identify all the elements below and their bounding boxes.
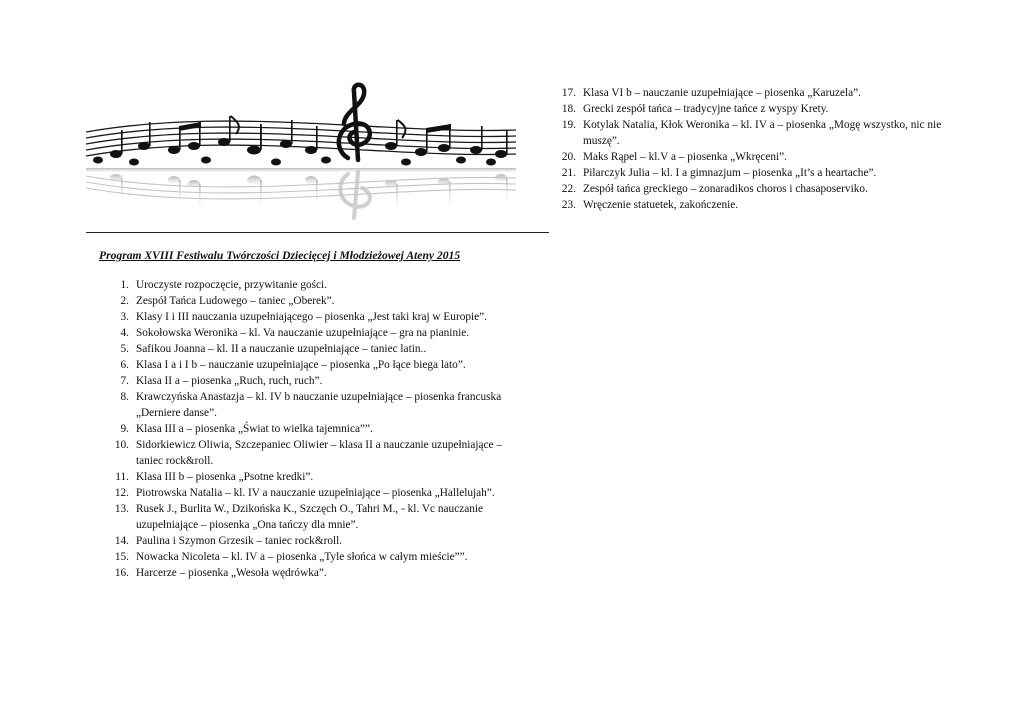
program-title: Program XVIII Festiwalu Twórczości Dziecięcej i Młodzieżowej Ateny 2015	[99, 249, 461, 262]
item-number: 2.	[120, 295, 129, 307]
item-text: Piotrowska Natalia – kl. IV a nauczanie uzupełniające – piosenka „Hallelujah”.	[136, 487, 495, 499]
list-item	[105, 565, 505, 581]
item-text: Paulina i Szymon Grzesik – taniec rock&roll.	[136, 535, 343, 547]
item-number: 10.	[114, 439, 129, 451]
list-item	[552, 197, 962, 213]
list-item	[105, 293, 505, 309]
item-number: 14.	[114, 535, 129, 547]
item-text: Grecki zespół tańca – tradycyjne tańce z wyspy Krety.	[583, 103, 829, 115]
item-text: Wręczenie statuetek, zakończenie.	[583, 199, 739, 211]
item-text: Harcerze – piosenka „Wesoła wędrówka”.	[136, 567, 327, 579]
item-number: 17.	[561, 87, 576, 99]
item-number: 15.	[114, 551, 129, 563]
list-item	[105, 373, 505, 389]
item-number: 6.	[120, 359, 129, 371]
program-list-left	[105, 277, 505, 581]
music-notes-banner	[86, 80, 516, 220]
item-text: Kotylak Natalia, Kłok Weronika – kl. IV a – piosenka „Mogę wszystko, nic nie muszę”.	[583, 119, 942, 147]
list-item	[105, 501, 505, 533]
item-number: 1.	[120, 279, 129, 291]
list-item	[105, 549, 505, 565]
list-item	[552, 85, 962, 101]
program-list-right	[552, 85, 962, 213]
list-item	[105, 469, 505, 485]
item-number: 20.	[561, 151, 576, 163]
list-item	[552, 181, 962, 197]
list-item	[105, 357, 505, 373]
item-number: 3.	[120, 311, 129, 323]
item-number: 18.	[561, 103, 576, 115]
item-number: 4.	[120, 327, 129, 339]
list-item	[105, 389, 505, 421]
item-number: 11.	[115, 471, 129, 483]
item-text: Zespół tańca greckiego – zonaradikos choros i chasaposerviko.	[583, 183, 868, 195]
item-number: 23.	[561, 199, 576, 211]
item-text: Sokołowska Weronika – kl. Va nauczanie uzupełniające – gra na pianinie.	[136, 327, 470, 339]
item-text: Klasa II a – piosenka „Ruch, ruch, ruch”.	[136, 375, 323, 387]
item-text: Klasy I i III nauczania uzupełniającego – piosenka „Jest taki kraj w Europie”.	[136, 311, 488, 323]
item-text: Klasa III a – piosenka „Świat to wielka tajemnica””.	[136, 423, 373, 435]
item-number: 9.	[120, 423, 129, 435]
list-item	[552, 117, 962, 149]
list-item	[552, 101, 962, 117]
list-item	[105, 341, 505, 357]
item-number: 5.	[120, 343, 129, 355]
item-text: Klasa III b – piosenka „Psotne kredki”.	[136, 471, 314, 483]
item-text: Safikou Joanna – kl. II a nauczanie uzupełniające – taniec latin..	[136, 343, 427, 355]
list-item	[105, 421, 505, 437]
item-number: 8.	[120, 391, 129, 403]
list-item	[552, 149, 962, 165]
item-text: Krawczyńska Anastazja – kl. IV b nauczanie uzupełniające – piosenka francuska „Derniere danse”.	[136, 391, 502, 419]
item-number: 13.	[114, 503, 129, 515]
item-text: Pilarczyk Julia – kl. I a gimnazjum – piosenka „It’s a heartache”.	[583, 167, 877, 179]
list-item	[105, 485, 505, 501]
item-text: Maks Rąpel – kl.V a – piosenka „Wkręceni”.	[583, 151, 788, 163]
item-number: 16.	[114, 567, 129, 579]
item-text: Rusek J., Burlita W., Dzikońska K., Szczęch O., Tahri M., - kl. Vc nauczanie uzupełniające – piosenka „Ona tańczy dla mnie”.	[136, 503, 484, 531]
item-text: Nowacka Nicoleta – kl. IV a – piosenka „Tyle słońca w całym mieście””.	[136, 551, 468, 563]
item-number: 22.	[561, 183, 576, 195]
item-number: 12.	[114, 487, 129, 499]
list-item	[105, 277, 505, 293]
item-text: Sidorkiewicz Oliwia, Szczepaniec Oliwier – klasa II a nauczanie uzupełniające – taniec rock&roll.	[136, 439, 503, 467]
list-item	[105, 437, 505, 469]
list-item	[552, 165, 962, 181]
item-text: Klasa I a i I b – nauczanie uzupełniające – piosenka „Po łące biega lato”.	[136, 359, 466, 371]
item-number: 7.	[120, 375, 129, 387]
item-text: Klasa VI b – nauczanie uzupełniające – piosenka „Karuzela”.	[583, 87, 861, 99]
list-item	[105, 533, 505, 549]
header-divider	[86, 232, 549, 233]
item-number: 19.	[561, 119, 576, 131]
item-text: Uroczyste rozpoczęcie, przywitanie gości.	[136, 279, 328, 291]
item-number: 21.	[561, 167, 576, 179]
list-item	[105, 309, 505, 325]
list-item	[105, 325, 505, 341]
item-text: Zespół Tańca Ludowego – taniec „Oberek”.	[136, 295, 335, 307]
